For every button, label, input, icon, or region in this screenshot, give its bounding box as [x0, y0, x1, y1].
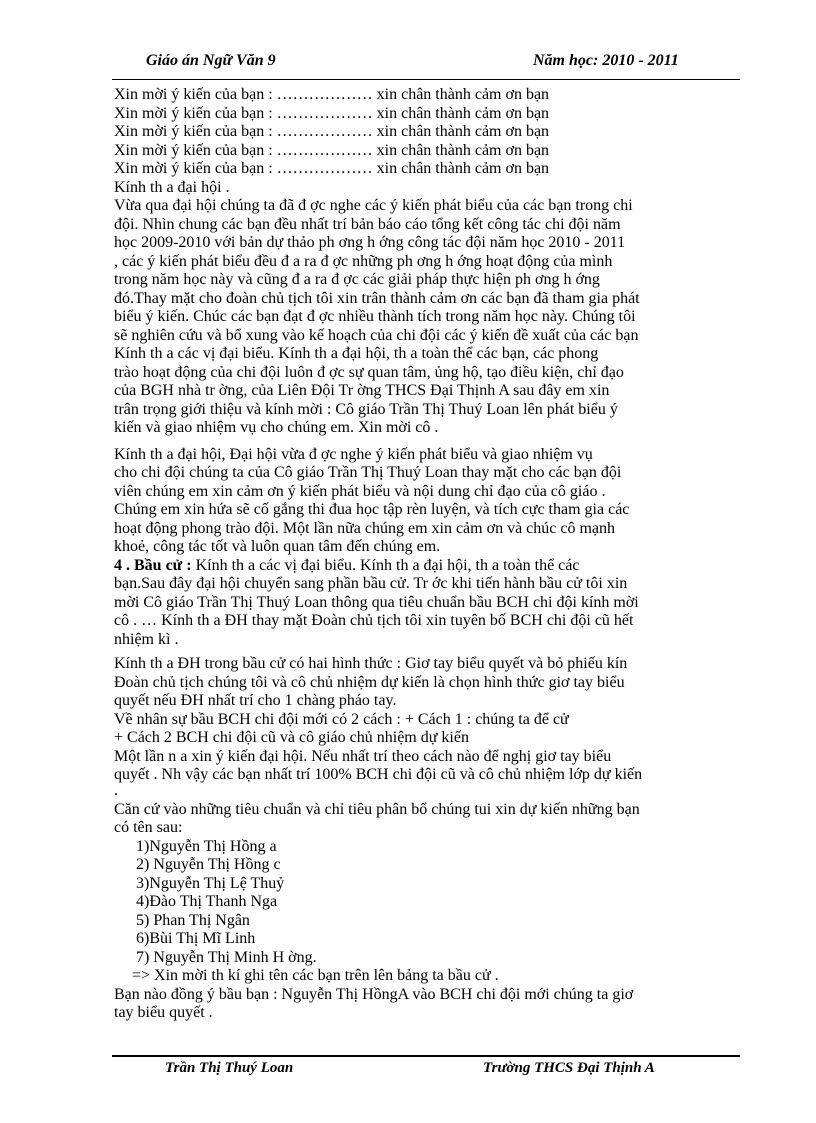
text-line: Kính th a các vị đại biểu. Kính th a đại hội, th a toàn thể các bạn, các phong — [114, 345, 599, 362]
text-line: Xin mời ý kiến của bạn : ……………… xin chân thành cảm ơn bạn — [114, 86, 550, 103]
text-line: mời Cô giáo Trần Thị Thuý Loan thông qua tiêu chuẩn bầu BCH chi đội kính mời — [114, 593, 639, 611]
text-line: quyết nếu ĐH nhất trí cho 1 chàng pháo tay. — [114, 692, 397, 709]
list-item: => Xin mời th kí ghi tên các bạn trên lên bảng ta bầu cử . — [132, 967, 499, 984]
list-item: 6)Bùi Thị Mĩ Linh — [136, 930, 256, 947]
document-body — [114, 86, 742, 1023]
footer-left: Trần Thị Thuý Loan — [165, 1060, 294, 1076]
text-line: hoạt động phong trào đội. Một lần nữa chúng em xin cảm ơn và chúc cô mạnh — [114, 519, 616, 537]
text-line: trào hoạt động của chi đội luôn đ ợc sự quan tâm, ủng hộ, tạo điều kiện, chỉ đạo — [114, 363, 624, 381]
text-line: biểu ý kiến. Chúc các bạn đạt đ ợc nhiều thành tích trong năm học này. Chúng tôi — [114, 308, 636, 325]
list-item: 3)Nguyễn Thị Lệ Thuỷ — [136, 874, 285, 892]
list-item: 7) Nguyễn Thị Minh H ờng. — [136, 948, 317, 966]
text-line: trân trọng giới thiệu và kính mời : Cô giáo Trần Thị Thuý Loan lên phát biểu ý — [114, 400, 618, 418]
text-line: Về nhân sự bầu BCH chi đội mới có 2 cách : + Cách 1 : chúng ta để cử — [114, 710, 569, 728]
header-rule — [112, 79, 740, 80]
text-line: , các ý kiến phát biểu đều đ a ra đ ợc những ph ơng h ớng hoạt động của mình — [114, 252, 613, 270]
text-line: Bạn nào đồng ý bầu bạn : Nguyễn Thị HồngA vào BCH chi đội mới chúng ta giơ — [114, 985, 634, 1003]
text-line: Xin mời ý kiến của bạn : ……………… xin chân thành cảm ơn bạn — [114, 104, 550, 122]
text-line: tay biểu quyết . — [114, 1004, 213, 1021]
list-item: 4)Đào Thị Thanh Nga — [136, 893, 278, 910]
text-line: + Cách 2 BCH chi đội cũ và cô giáo chủ nhiệm dự kiến — [114, 729, 469, 746]
section-first-line: Kính th a các vị đại biểu. Kính th a đại hội, th a toàn thể các — [191, 556, 580, 574]
text-line: Kính th a đại hội, Đại hội vừa đ ợc nghe ý kiến phát biểu và giao nhiệm vụ — [114, 445, 593, 463]
text-line: Xin mời ý kiến của bạn : ……………… xin chân thành cảm ơn bạn — [114, 160, 550, 177]
text-line: . — [114, 781, 118, 799]
text-line: đó.Thay mặt cho đoàn chủ tịch tôi xin trân thành cảm ơn các bạn đã tham gia phát — [114, 289, 640, 307]
list-item: 2) Nguyễn Thị Hồng c — [136, 856, 281, 873]
text-line — [114, 557, 742, 576]
text-line: trong năm học này và cũng đ a ra đ ợc các giải pháp thực hiện ph ơng h ớng — [114, 271, 600, 288]
text-line: Xin mời ý kiến của bạn : ……………… xin chân thành cảm ơn bạn — [114, 141, 550, 159]
text-line: bạn.Sau đây đại hội chuyển sang phần bầu cử. Tr ớc khi tiến hành bầu cử tôi xin — [114, 575, 628, 592]
text-line: Kính th a ĐH trong bầu cử có hai hình thức : Giơ tay biểu quyết và bỏ phiếu kín — [114, 655, 628, 672]
section-heading: 4 . Bầu cử : — [114, 556, 192, 574]
text-line: Đoàn chủ tịch chúng tôi và cô chủ nhiệm dự kiến là chọn hình thức giơ tay biểu — [114, 673, 625, 691]
paragraph-summary — [114, 179, 742, 557]
text-line: Căn cứ vào những tiêu chuẩn và chỉ tiêu phân bổ chúng tui xin dự kiến những bạn — [114, 800, 640, 818]
text-line: Một lần n a xin ý kiến đại hội. Nếu nhất trí theo cách nào để nghị giơ tay biểu — [114, 747, 612, 765]
footer-right: Trường THCS Đại Thịnh A — [483, 1060, 655, 1076]
header-left: Giáo án Ngữ Văn 9 — [146, 52, 276, 69]
list-item: 5) Phan Thị Ngân — [136, 911, 250, 929]
text-line: Xin mời ý kiến của bạn : ……………… xin chân thành cảm ơn bạn — [114, 123, 550, 140]
text-line: của BGH nhà tr ờng, của Liên Đội Tr ờng THCS Đại Thịnh A sau đây em xin — [114, 382, 610, 399]
candidate-list — [114, 838, 742, 986]
text-line: quyết . Nh vậy các bạn nhất trí 100% BCH chi đội cũ và cô chủ nhiệm lớp dự kiến — [114, 766, 643, 783]
text-line: cô . … Kính th a ĐH thay mặt Đoàn chủ tịch tôi xin tuyên bố BCH chi đội cũ hết — [114, 612, 634, 629]
closing-paragraph — [114, 986, 742, 1023]
text-line: Chúng em xin hứa sẽ cố gắng thi đua học tập rèn luyện, và tích cực tham gia các — [114, 501, 630, 518]
text-line: nhiệm kì . — [114, 630, 179, 648]
text-line: kiến và giao nhiệm vụ cho chúng em. Xin mời cô . — [114, 419, 439, 436]
text-line: Vừa qua đại hội chúng ta đã đ ợc nghe các ý kiến phát biểu của các bạn trong chi — [114, 197, 633, 214]
list-item: 1)Nguyễn Thị Hồng a — [136, 837, 277, 855]
opinion-lines — [114, 86, 742, 179]
footer-rule — [112, 1055, 740, 1057]
text-line: cho chi đội chúng ta của Cô giáo Trần Thị Thuý Loan thay mặt cho các bạn đội — [114, 464, 622, 481]
text-line: học 2009-2010 với bản dự thảo ph ơng h ớng công tác đội năm học 2010 - 2011 — [114, 234, 626, 251]
text-line: khoẻ, công tác tốt và luôn quan tâm đến chúng em. — [114, 538, 441, 555]
text-line: Kính th a đại hội . — [114, 178, 230, 196]
text-line: có tên sau: — [114, 819, 183, 836]
text-line: viên chúng em xin cảm ơn ý kiến phát biểu và nội dung chỉ đạo của cô giáo . — [114, 482, 606, 500]
section-election — [114, 557, 742, 838]
text-line: đội. Nhìn chung các bạn đều nhất trí bản báo cáo tổng kết công tác chi đội năm — [114, 215, 621, 233]
header-right: Năm học: 2010 - 2011 — [533, 52, 679, 69]
text-line: sẽ nghiên cứu và bổ xung vào kế hoạch của chi đội các ý kiến đề xuất của các bạn — [114, 326, 639, 344]
